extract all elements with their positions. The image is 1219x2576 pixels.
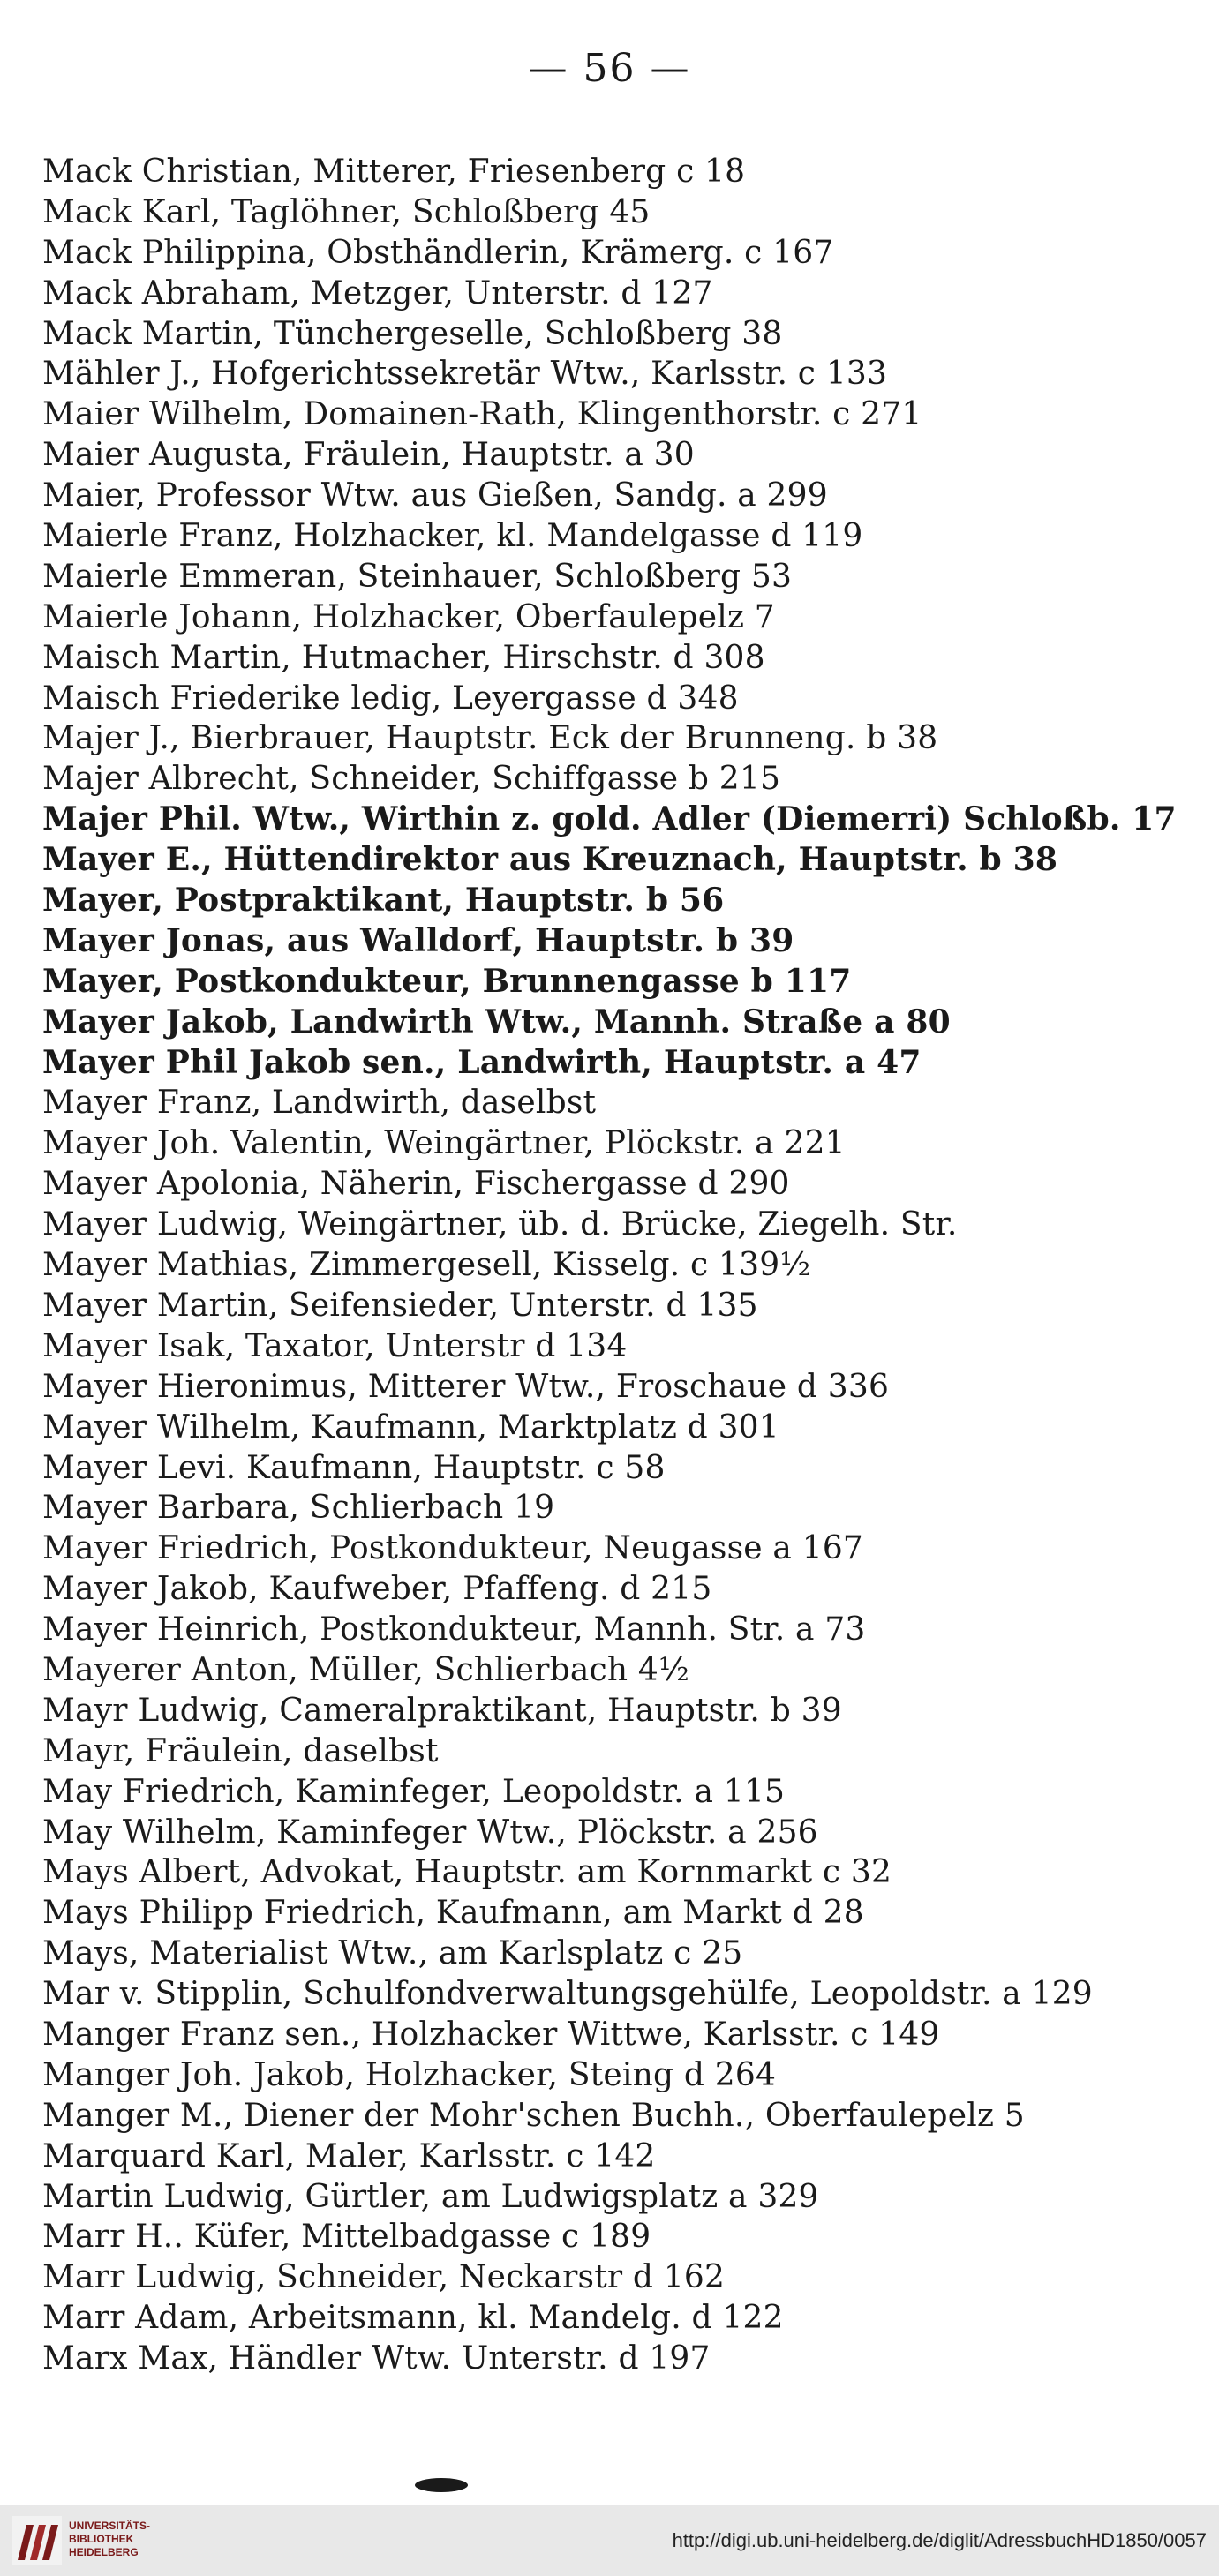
directory-entry: Mays, Materialist Wtw., am Karlsplatz c 25 <box>42 1935 743 1972</box>
directory-entry: Maierle Johann, Holzhacker, Oberfaulepelz 7 <box>42 598 775 635</box>
directory-entry: Majer J., Bierbrauer, Hauptstr. Eck der Brunneng. b 38 <box>42 720 938 757</box>
directory-entry: Mayer E., Hüttendirektor aus Kreuznach, Hauptstr. b 38 <box>42 841 1058 879</box>
ink-smudge <box>415 2478 468 2492</box>
directory-entry: Mayer Mathias, Zimmergesell, Kisselg. c 139½ <box>42 1247 811 1284</box>
directory-entry: Mayer, Postkondukteur, Brunnengasse b 117 <box>42 962 852 1000</box>
directory-entry: Mayer Heinrich, Postkondukteur, Mannh. Str. a 73 <box>42 1611 866 1648</box>
library-name-line: HEIDELBERG <box>69 2546 139 2558</box>
library-name <box>69 2520 150 2559</box>
directory-entry: Marr H.. Küfer, Mittelbadgasse c 189 <box>42 2219 651 2256</box>
directory-entry: Mayerer Anton, Müller, Schlierbach 4½ <box>42 1651 690 1688</box>
directory-entry: Mayer Wilhelm, Kaufmann, Marktplatz d 301 <box>42 1408 779 1446</box>
directory-entry: Mayer Friedrich, Postkondukteur, Neugasse a 167 <box>42 1530 864 1567</box>
library-footer <box>0 2505 1219 2576</box>
directory-entry: Mays Philipp Friedrich, Kaufmann, am Markt d 28 <box>42 1895 864 1932</box>
directory-entry: Marr Ludwig, Schneider, Neckarstr d 162 <box>42 2259 726 2296</box>
directory-entry: Maierle Franz, Holzhacker, kl. Mandelgasse d 119 <box>42 518 863 555</box>
directory-entry: Martin Ludwig, Gürtler, am Ludwigsplatz a 329 <box>42 2178 819 2215</box>
directory-entry: Manger Joh. Jakob, Holzhacker, Steing d 264 <box>42 2056 777 2093</box>
library-name-line: UNIVERSITÄTS- <box>69 2520 151 2532</box>
directory-entry: Marx Max, Händler Wtw. Unterstr. d 197 <box>42 2340 711 2377</box>
directory-entry: Manger M., Diener der Mohr'schen Buchh., Oberfaulepelz 5 <box>42 2097 1025 2134</box>
directory-entry: Mayer Joh. Valentin, Weingärtner, Plöckstr. a 221 <box>42 1125 846 1162</box>
directory-entry: Mack Abraham, Metzger, Unterstr. d 127 <box>42 274 713 312</box>
directory-entry: Mähler J., Hofgerichtssekretär Wtw., Karlsstr. c 133 <box>42 356 888 393</box>
directory-entry: Mayr, Fräulein, daselbst <box>42 1732 439 1769</box>
directory-entry: Mayer Barbara, Schlierbach 19 <box>42 1490 555 1527</box>
directory-entry: Maierle Emmeran, Steinhauer, Schloßberg 53 <box>42 558 793 595</box>
library-name-line: BIBLIOTHEK <box>69 2533 134 2545</box>
directory-entry-list <box>42 152 1190 2379</box>
directory-entry: Mack Martin, Tünchergeselle, Schloßberg 38 <box>42 315 783 352</box>
directory-entry: Mayer Apolonia, Näherin, Fischergasse d 290 <box>42 1166 790 1203</box>
directory-entry: Mayer Levi. Kaufmann, Hauptstr. c 58 <box>42 1449 666 1486</box>
directory-entry: Maisch Martin, Hutmacher, Hirschstr. d 308 <box>42 639 765 676</box>
page-number: — 56 — <box>528 46 691 91</box>
directory-entry: Mayer Martin, Seifensieder, Unterstr. d 135 <box>42 1287 758 1324</box>
directory-entry: Majer Phil. Wtw., Wirthin z. gold. Adler (Diemerri) Schloßb. 17 <box>42 800 1177 838</box>
directory-entry: May Friedrich, Kaminfeger, Leopoldstr. a 115 <box>42 1773 786 1810</box>
directory-entry: Marr Adam, Arbeitsmann, kl. Mandelg. d 122 <box>42 2300 784 2337</box>
directory-entry: Mayer Jakob, Landwirth Wtw., Mannh. Straße a 80 <box>42 1003 951 1040</box>
directory-entry: Mays Albert, Advokat, Hauptstr. am Kornmarkt c 32 <box>42 1854 892 1891</box>
directory-entry: Mayer Phil Jakob sen., Landwirth, Hauptstr. a 47 <box>42 1043 922 1081</box>
directory-entry: Mack Philippina, Obsthändlerin, Krämerg. c 167 <box>42 234 834 271</box>
directory-entry: Mayer Isak, Taxator, Unterstr d 134 <box>42 1327 628 1364</box>
directory-entry: Mayer Ludwig, Weingärtner, üb. d. Brücke, Ziegelh. Str. <box>42 1206 958 1243</box>
directory-entry: Mayer Franz, Landwirth, daselbst <box>42 1085 597 1122</box>
directory-entry: Mayer Hieronimus, Mitterer Wtw., Froschaue d 336 <box>42 1368 890 1405</box>
directory-entry: Maier Augusta, Fräulein, Hauptstr. a 30 <box>42 437 695 474</box>
directory-entry: Mayer Jonas, aus Walldorf, Hauptstr. b 39 <box>42 921 794 959</box>
directory-entry: Maier Wilhelm, Domainen-Rath, Klingenthorstr. c 271 <box>42 396 922 433</box>
directory-entry: Majer Albrecht, Schneider, Schiffgasse b 215 <box>42 761 781 798</box>
directory-entry: Mayer Jakob, Kaufweber, Pfaffeng. d 215 <box>42 1571 712 1608</box>
directory-entry: May Wilhelm, Kaminfeger Wtw., Plöckstr. a 256 <box>42 1814 818 1851</box>
directory-entry: Mar v. Stipplin, Schulfondverwaltungsgehülfe, Leopoldstr. a 129 <box>42 1976 1093 2013</box>
directory-entry: Marquard Karl, Maler, Karlsstr. c 142 <box>42 2137 656 2174</box>
directory-entry: Manger Franz sen., Holzhacker Wittwe, Karlsstr. c 149 <box>42 2016 940 2053</box>
directory-entry: Mayer, Postpraktikant, Hauptstr. b 56 <box>42 882 725 920</box>
university-library-logo-icon <box>12 2516 62 2565</box>
source-url-link[interactable]: http://digi.ub.uni-heidelberg.de/diglit/AdressbuchHD1850/0057 <box>672 2529 1207 2551</box>
directory-entry: Mayr Ludwig, Cameralpraktikant, Hauptstr. b 39 <box>42 1692 842 1729</box>
directory-entry: Maisch Friederike ledig, Leyergasse d 348 <box>42 680 739 717</box>
directory-entry: Mack Christian, Mitterer, Friesenberg c 18 <box>42 154 746 190</box>
directory-entry: Mack Karl, Taglöhner, Schloßberg 45 <box>42 193 651 230</box>
directory-entry: Maier, Professor Wtw. aus Gießen, Sandg. a 299 <box>42 477 828 514</box>
